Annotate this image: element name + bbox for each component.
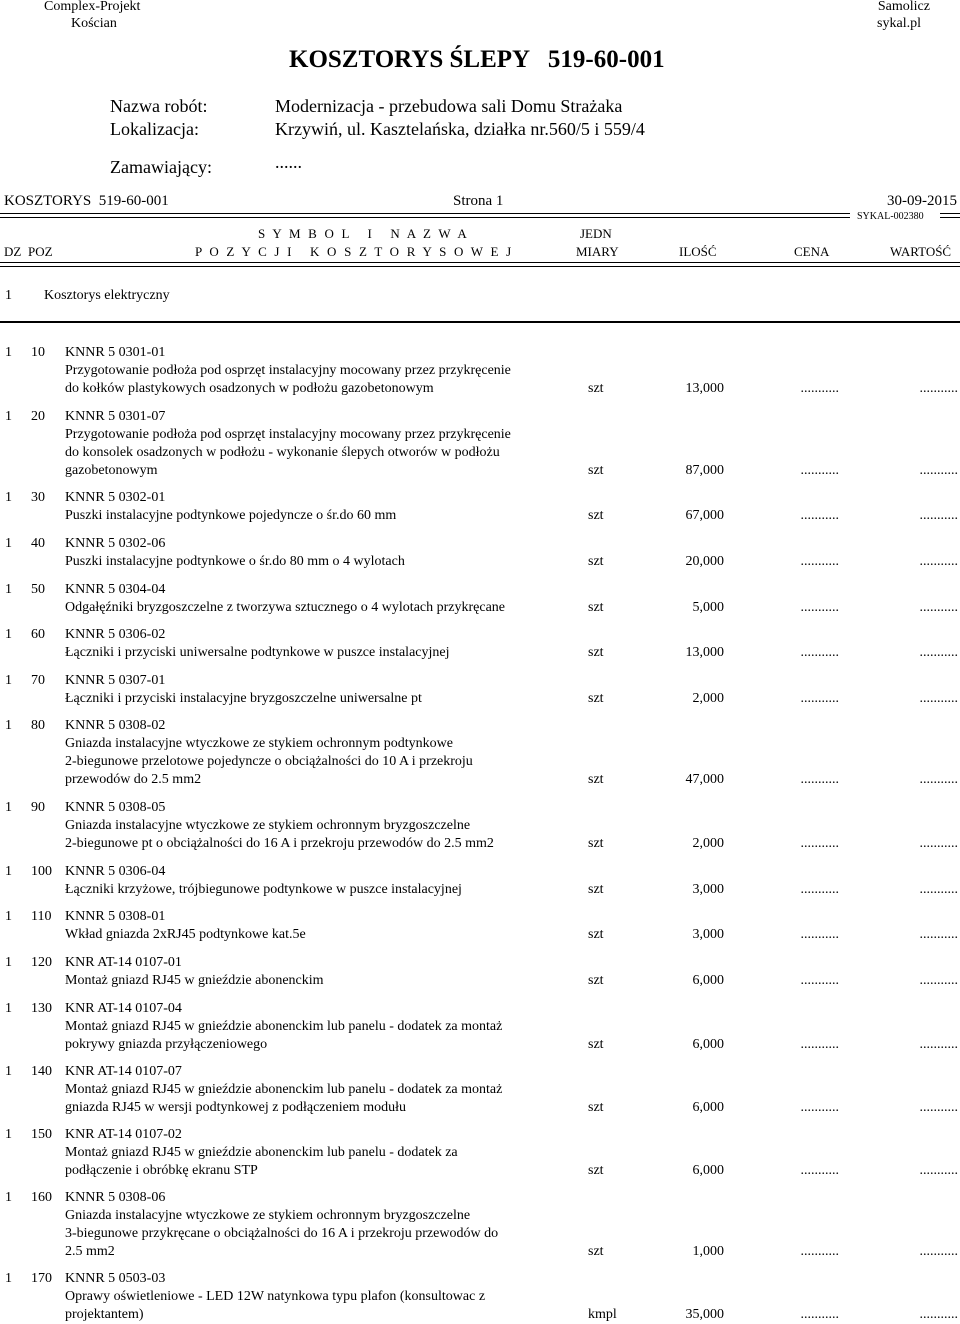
item-description (65, 735, 585, 789)
item-qty: 67,000 (685, 508, 724, 523)
item-description (65, 972, 585, 990)
item-price: ........... (800, 1100, 839, 1115)
item-description-line: Gniazda instalacyjne wtyczkowe ze stykiem ochronnym bryzgoszczelne (65, 1208, 471, 1223)
section-rule (0, 321, 960, 323)
item-code: KNNR 5 0308-01 (65, 909, 166, 924)
item-description-line: 2-biegunowe przelotowe pojedyncze o obciążalności do 10 A i przekroju (65, 754, 473, 769)
item-code: KNNR 5 0304-04 (65, 582, 166, 597)
item-dz: 1 (5, 1190, 12, 1205)
col-miary: MIARY (576, 244, 619, 259)
col-ilosc: ILOŚĆ (679, 244, 717, 259)
item-dz: 1 (5, 1001, 12, 1016)
header-rule-end (940, 213, 960, 218)
item-value: ........... (919, 381, 958, 396)
item-description-line: Łączniki i przyciski instalacyjne bryzgoszczelne uniwersalne pt (65, 691, 422, 706)
item-qty: 35,000 (685, 1307, 724, 1322)
document-title: KOSZTORYS ŚLEPY 519-60-001 (289, 46, 665, 73)
client-label: Zamawiający: (110, 157, 212, 177)
item-price: ........... (800, 927, 839, 942)
item-value: ........... (919, 600, 958, 615)
item-price: ........... (800, 772, 839, 787)
item-value: ........... (919, 1100, 958, 1115)
item-unit: szt (588, 508, 604, 523)
page-number: Strona 1 (453, 193, 504, 209)
item-description-line: Łączniki krzyżowe, trójbiegunowe podtynkowe w puszce instalacyjnej (65, 882, 462, 897)
item-description-line: do konsolek osadzonych w podłożu - wykonanie ślepych otworów w podłożu (65, 445, 500, 460)
item-value: ........... (919, 463, 958, 478)
item-qty: 5,000 (692, 600, 724, 615)
item-dz: 1 (5, 718, 12, 733)
item-description (65, 1207, 585, 1261)
item-poz: 170 (31, 1271, 52, 1286)
item-price: ........... (800, 973, 839, 988)
item-value: ........... (919, 973, 958, 988)
item-qty: 2,000 (692, 691, 724, 706)
item-qty: 6,000 (692, 1163, 724, 1178)
item-description-line: 3-biegunowe przykręcane o obciążalności do 16 A i przekroju przewodów do (65, 1226, 499, 1241)
item-price: ........... (800, 554, 839, 569)
item-description-line: Gniazda instalacyjne wtyczkowe ze stykiem ochronnym podtynkowe (65, 736, 453, 751)
item-description-line: gniazda RJ45 w wersji podtynkowej z podłączeniem modułu (65, 1100, 406, 1115)
item-code: KNNR 5 0308-02 (65, 718, 166, 733)
item-value: ........... (919, 1244, 958, 1259)
item-value: ........... (919, 554, 958, 569)
item-description (65, 644, 585, 662)
item-poz: 30 (31, 490, 45, 505)
item-unit: szt (588, 882, 604, 897)
item-description (65, 553, 585, 571)
item-description-line: podłączenie i obróbkę ekranu STP (65, 1163, 258, 1178)
item-dz: 1 (5, 1127, 12, 1142)
item-description-line: pokrywy gniazda przyłączeniowego (65, 1037, 268, 1052)
col-symbol: S Y M B O L I N A Z W A (258, 226, 469, 241)
item-description-line: 2.5 mm2 (65, 1244, 115, 1259)
item-value: ........... (919, 836, 958, 851)
item-code: KNNR 5 0503-03 (65, 1271, 166, 1286)
item-unit: szt (588, 772, 604, 787)
item-description-line: Puszki instalacyjne podtynkowe o śr.do 80 mm o 4 wylotach (65, 554, 405, 569)
item-qty: 3,000 (692, 882, 724, 897)
item-unit: szt (588, 836, 604, 851)
item-description-line: Odgałęźniki bryzgoszczelne z tworzywa sztucznego o 4 wylotach przykręcane (65, 600, 506, 615)
item-description (65, 817, 585, 853)
item-poz: 160 (31, 1190, 52, 1205)
item-value: ........... (919, 645, 958, 660)
item-value: ........... (919, 1163, 958, 1178)
item-unit: szt (588, 1163, 604, 1178)
item-qty: 1,000 (692, 1244, 724, 1259)
item-description (65, 599, 585, 617)
item-description (65, 1081, 585, 1117)
location-value: Krzywiń, ul. Kasztelańska, działka nr.560/5 i 559/4 (275, 119, 645, 139)
item-code: KNNR 5 0307-01 (65, 673, 166, 688)
item-description-line: przewodów do 2.5 mm2 (65, 772, 202, 787)
item-price: ........... (800, 691, 839, 706)
item-qty: 47,000 (685, 772, 724, 787)
author-name: Samolicz (877, 0, 930, 14)
item-unit: szt (588, 600, 604, 615)
item-price: ........... (800, 836, 839, 851)
col-poz: POZ (28, 244, 53, 259)
item-dz: 1 (5, 409, 12, 424)
item-value: ........... (919, 772, 958, 787)
item-price: ........... (800, 1307, 839, 1322)
item-dz: 1 (5, 673, 12, 688)
col-dz: DZ (4, 244, 22, 259)
author-site: sykal.pl (877, 16, 921, 31)
document-date: 30-09-2015 (887, 193, 957, 209)
item-dz: 1 (5, 864, 12, 879)
doc-id: KOSZTORYS 519-60-001 (4, 193, 169, 209)
item-qty: 6,000 (692, 1037, 724, 1052)
item-qty: 13,000 (685, 645, 724, 660)
item-code: KNNR 5 0306-04 (65, 864, 166, 879)
columns-rule (0, 262, 960, 267)
item-dz: 1 (5, 1271, 12, 1286)
item-qty: 20,000 (685, 554, 724, 569)
item-dz: 1 (5, 1064, 12, 1079)
client-value: ...... (275, 152, 302, 172)
item-qty: 87,000 (685, 463, 724, 478)
item-description-line: Puszki instalacyjne podtynkowe pojedyncze o śr.do 60 mm (65, 508, 397, 523)
item-description (65, 690, 585, 708)
item-unit: kmpl (588, 1307, 617, 1322)
item-value: ........... (919, 691, 958, 706)
item-poz: 80 (31, 718, 45, 733)
item-price: ........... (800, 600, 839, 615)
item-poz: 100 (31, 864, 52, 879)
item-description-line: Montaż gniazd RJ45 w gnieździe abonenckim lub panelu - dodatek za montaż (65, 1019, 503, 1034)
item-description-line: Oprawy oświetleniowe - LED 12W natynkowa typu plafon (konsultowac z (65, 1289, 486, 1304)
col-positions: P O Z Y C J I K O S Z T O R Y S O W E J (195, 244, 514, 259)
item-price: ........... (800, 508, 839, 523)
item-price: ........... (800, 463, 839, 478)
item-qty: 6,000 (692, 973, 724, 988)
item-code: KNNR 5 0302-01 (65, 490, 166, 505)
item-qty: 6,000 (692, 1100, 724, 1115)
item-description-line: Gniazda instalacyjne wtyczkowe ze stykiem ochronnym bryzgoszczelne (65, 818, 471, 833)
item-unit: szt (588, 1100, 604, 1115)
item-description (65, 926, 585, 944)
location-label: Lokalizacja: (110, 119, 199, 139)
item-description-line: 2-biegunowe pt o obciążalności do 16 A i przekroju przewodów do 2.5 mm2 (65, 836, 494, 851)
item-value: ........... (919, 927, 958, 942)
item-description-line: Montaż gniazd RJ45 w gnieździe abonenckim lub panelu - dodatek za (65, 1145, 458, 1160)
item-dz: 1 (5, 800, 12, 815)
item-description (65, 1144, 585, 1180)
item-value: ........... (919, 508, 958, 523)
item-description (65, 362, 585, 398)
item-poz: 110 (31, 909, 52, 924)
item-code: KNR AT-14 0107-02 (65, 1127, 182, 1142)
item-dz: 1 (5, 536, 12, 551)
col-wartosc: WARTOŚĆ (890, 244, 952, 259)
item-poz: 60 (31, 627, 45, 642)
item-unit: szt (588, 554, 604, 569)
item-description-line: Przygotowanie podłoża pod osprzęt instalacyjny mocowany przez przykręcenie (65, 427, 511, 442)
item-description-line: Wkład gniazda 2xRJ45 podtynkowe kat.5e (65, 927, 306, 942)
item-code: KNR AT-14 0107-04 (65, 1001, 182, 1016)
item-unit: szt (588, 973, 604, 988)
company-name: Complex-Projekt (44, 0, 141, 14)
item-description-line: projektantem) (65, 1307, 144, 1322)
section-number: 1 (5, 288, 12, 303)
col-jedn: JEDN (580, 226, 612, 241)
sykal-id: SYKAL-002380 (857, 211, 924, 222)
item-code: KNNR 5 0306-02 (65, 627, 166, 642)
item-dz: 1 (5, 627, 12, 642)
item-poz: 40 (31, 536, 45, 551)
item-code: KNR AT-14 0107-01 (65, 955, 182, 970)
item-code: KNNR 5 0308-06 (65, 1190, 166, 1205)
item-qty: 13,000 (685, 381, 724, 396)
item-poz: 90 (31, 800, 45, 815)
item-description-line: Montaż gniazd RJ45 w gnieździe abonenckim (65, 973, 324, 988)
item-price: ........... (800, 1163, 839, 1178)
item-unit: szt (588, 927, 604, 942)
item-description-line: Montaż gniazd RJ45 w gnieździe abonenckim lub panelu - dodatek za montaż (65, 1082, 503, 1097)
item-description-line: gazobetonowym (65, 463, 158, 478)
item-description-line: Łączniki i przyciski uniwersalne podtynkowe w puszce instalacyjnej (65, 645, 450, 660)
company-city: Kościan (71, 16, 117, 31)
item-unit: szt (588, 1037, 604, 1052)
item-value: ........... (919, 1037, 958, 1052)
item-poz: 70 (31, 673, 45, 688)
header-rule (0, 213, 850, 218)
item-description (65, 881, 585, 899)
item-dz: 1 (5, 909, 12, 924)
item-code: KNR AT-14 0107-07 (65, 1064, 182, 1079)
item-dz: 1 (5, 345, 12, 360)
item-unit: szt (588, 381, 604, 396)
item-code: KNNR 5 0301-01 (65, 345, 166, 360)
item-unit: szt (588, 463, 604, 478)
item-dz: 1 (5, 490, 12, 505)
item-dz: 1 (5, 955, 12, 970)
col-cena: CENA (794, 244, 830, 259)
item-price: ........... (800, 645, 839, 660)
item-price: ........... (800, 1037, 839, 1052)
item-unit: szt (588, 1244, 604, 1259)
item-poz: 120 (31, 955, 52, 970)
item-code: KNNR 5 0308-05 (65, 800, 166, 815)
item-poz: 130 (31, 1001, 52, 1016)
item-poz: 50 (31, 582, 45, 597)
item-description-line: do kołków plastykowych osadzonych w podłożu gazobetonowym (65, 381, 434, 396)
item-description-line: Przygotowanie podłoża pod osprzęt instalacyjny mocowany przez przykręcenie (65, 363, 511, 378)
item-poz: 140 (31, 1064, 52, 1079)
item-price: ........... (800, 381, 839, 396)
work-value: Modernizacja - przebudowa sali Domu Strażaka (275, 96, 623, 116)
item-price: ........... (800, 1244, 839, 1259)
item-poz: 20 (31, 409, 45, 424)
item-description (65, 1288, 585, 1324)
item-description (65, 507, 585, 525)
item-value: ........... (919, 1307, 958, 1322)
item-price: ........... (800, 882, 839, 897)
work-label: Nazwa robót: (110, 96, 208, 116)
item-unit: szt (588, 645, 604, 660)
item-description (65, 426, 585, 480)
item-unit: szt (588, 691, 604, 706)
item-code: KNNR 5 0302-06 (65, 536, 166, 551)
item-dz: 1 (5, 582, 12, 597)
item-code: KNNR 5 0301-07 (65, 409, 166, 424)
item-description (65, 1018, 585, 1054)
item-value: ........... (919, 882, 958, 897)
item-poz: 10 (31, 345, 45, 360)
section-name: Kosztorys elektryczny (44, 288, 170, 303)
item-qty: 3,000 (692, 927, 724, 942)
item-qty: 2,000 (692, 836, 724, 851)
item-poz: 150 (31, 1127, 52, 1142)
